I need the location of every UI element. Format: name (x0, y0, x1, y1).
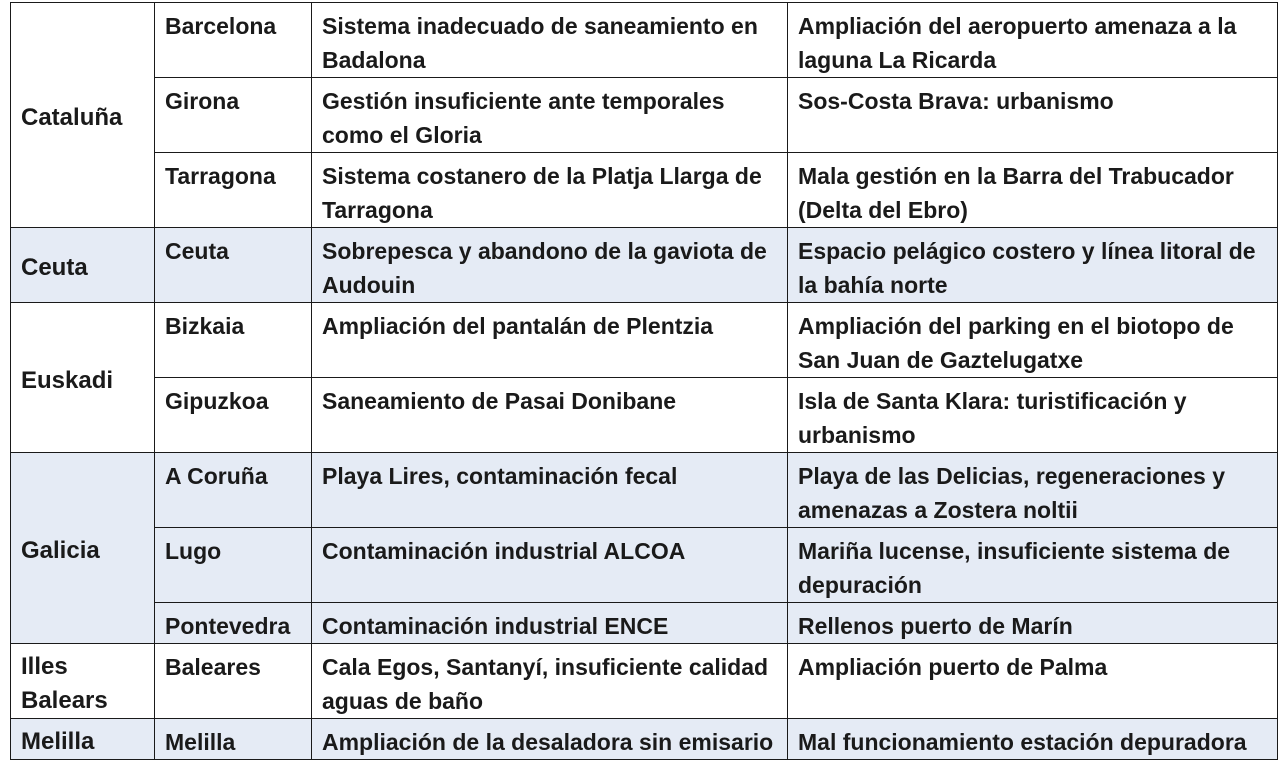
table-row (11, 528, 1278, 603)
region-cell: Cataluña (11, 3, 155, 228)
province-cell: Melilla (155, 719, 312, 760)
province-cell: A Coruña (155, 453, 312, 528)
table-row (11, 719, 1278, 760)
issue-cell: Cala Egos, Santanyí, insuficiente calidad aguas de baño (312, 644, 788, 719)
site-cell: Ampliación del parking en el biotopo de San Juan de Gaztelugatxe (788, 303, 1278, 378)
issue-cell: Ampliación de la desaladora sin emisario (312, 719, 788, 760)
table-row (11, 378, 1278, 453)
province-cell: Lugo (155, 528, 312, 603)
issue-cell: Sistema costanero de la Platja Llarga de Tarragona (312, 153, 788, 228)
region-cell: Euskadi (11, 303, 155, 453)
site-cell: Rellenos puerto de Marín (788, 603, 1278, 644)
site-cell: Mala gestión en la Barra del Trabucador (Delta del Ebro) (788, 153, 1278, 228)
table-row (11, 3, 1278, 78)
table-row (11, 78, 1278, 153)
table-row (11, 644, 1278, 719)
table-row (11, 603, 1278, 644)
province-cell: Ceuta (155, 228, 312, 303)
site-cell: Espacio pelágico costero y línea litoral de la bahía norte (788, 228, 1278, 303)
region-cell: Galicia (11, 453, 155, 644)
issue-cell: Gestión insuficiente ante temporales como el Gloria (312, 78, 788, 153)
table-row (11, 303, 1278, 378)
province-cell: Girona (155, 78, 312, 153)
site-cell: Ampliación puerto de Palma (788, 644, 1278, 719)
site-cell: Sos-Costa Brava: urbanismo (788, 78, 1278, 153)
site-cell: Mariña lucense, insuficiente sistema de depuración (788, 528, 1278, 603)
region-cell: Ceuta (11, 228, 155, 303)
table-row (11, 228, 1278, 303)
site-cell: Mal funcionamiento estación depuradora (788, 719, 1278, 760)
issue-cell: Sistema inadecuado de saneamiento en Badalona (312, 3, 788, 78)
province-cell: Gipuzkoa (155, 378, 312, 453)
issue-cell: Contaminación industrial ALCOA (312, 528, 788, 603)
issue-cell: Sobrepesca y abandono de la gaviota de Audouin (312, 228, 788, 303)
table-row (11, 453, 1278, 528)
province-cell: Baleares (155, 644, 312, 719)
province-cell: Tarragona (155, 153, 312, 228)
table-row (11, 153, 1278, 228)
site-cell: Playa de las Delicias, regeneraciones y amenazas a Zostera noltii (788, 453, 1278, 528)
coastal-issues-table (10, 2, 1278, 760)
province-cell: Pontevedra (155, 603, 312, 644)
province-cell: Barcelona (155, 3, 312, 78)
region-cell: Illes Balears (11, 644, 155, 719)
site-cell: Ampliación del aeropuerto amenaza a la laguna La Ricarda (788, 3, 1278, 78)
issue-cell: Contaminación industrial ENCE (312, 603, 788, 644)
issue-cell: Saneamiento de Pasai Donibane (312, 378, 788, 453)
site-cell: Isla de Santa Klara: turistificación y urbanismo (788, 378, 1278, 453)
issue-cell: Ampliación del pantalán de Plentzia (312, 303, 788, 378)
issue-cell: Playa Lires, contaminación fecal (312, 453, 788, 528)
province-cell: Bizkaia (155, 303, 312, 378)
region-cell: Melilla (11, 719, 155, 760)
